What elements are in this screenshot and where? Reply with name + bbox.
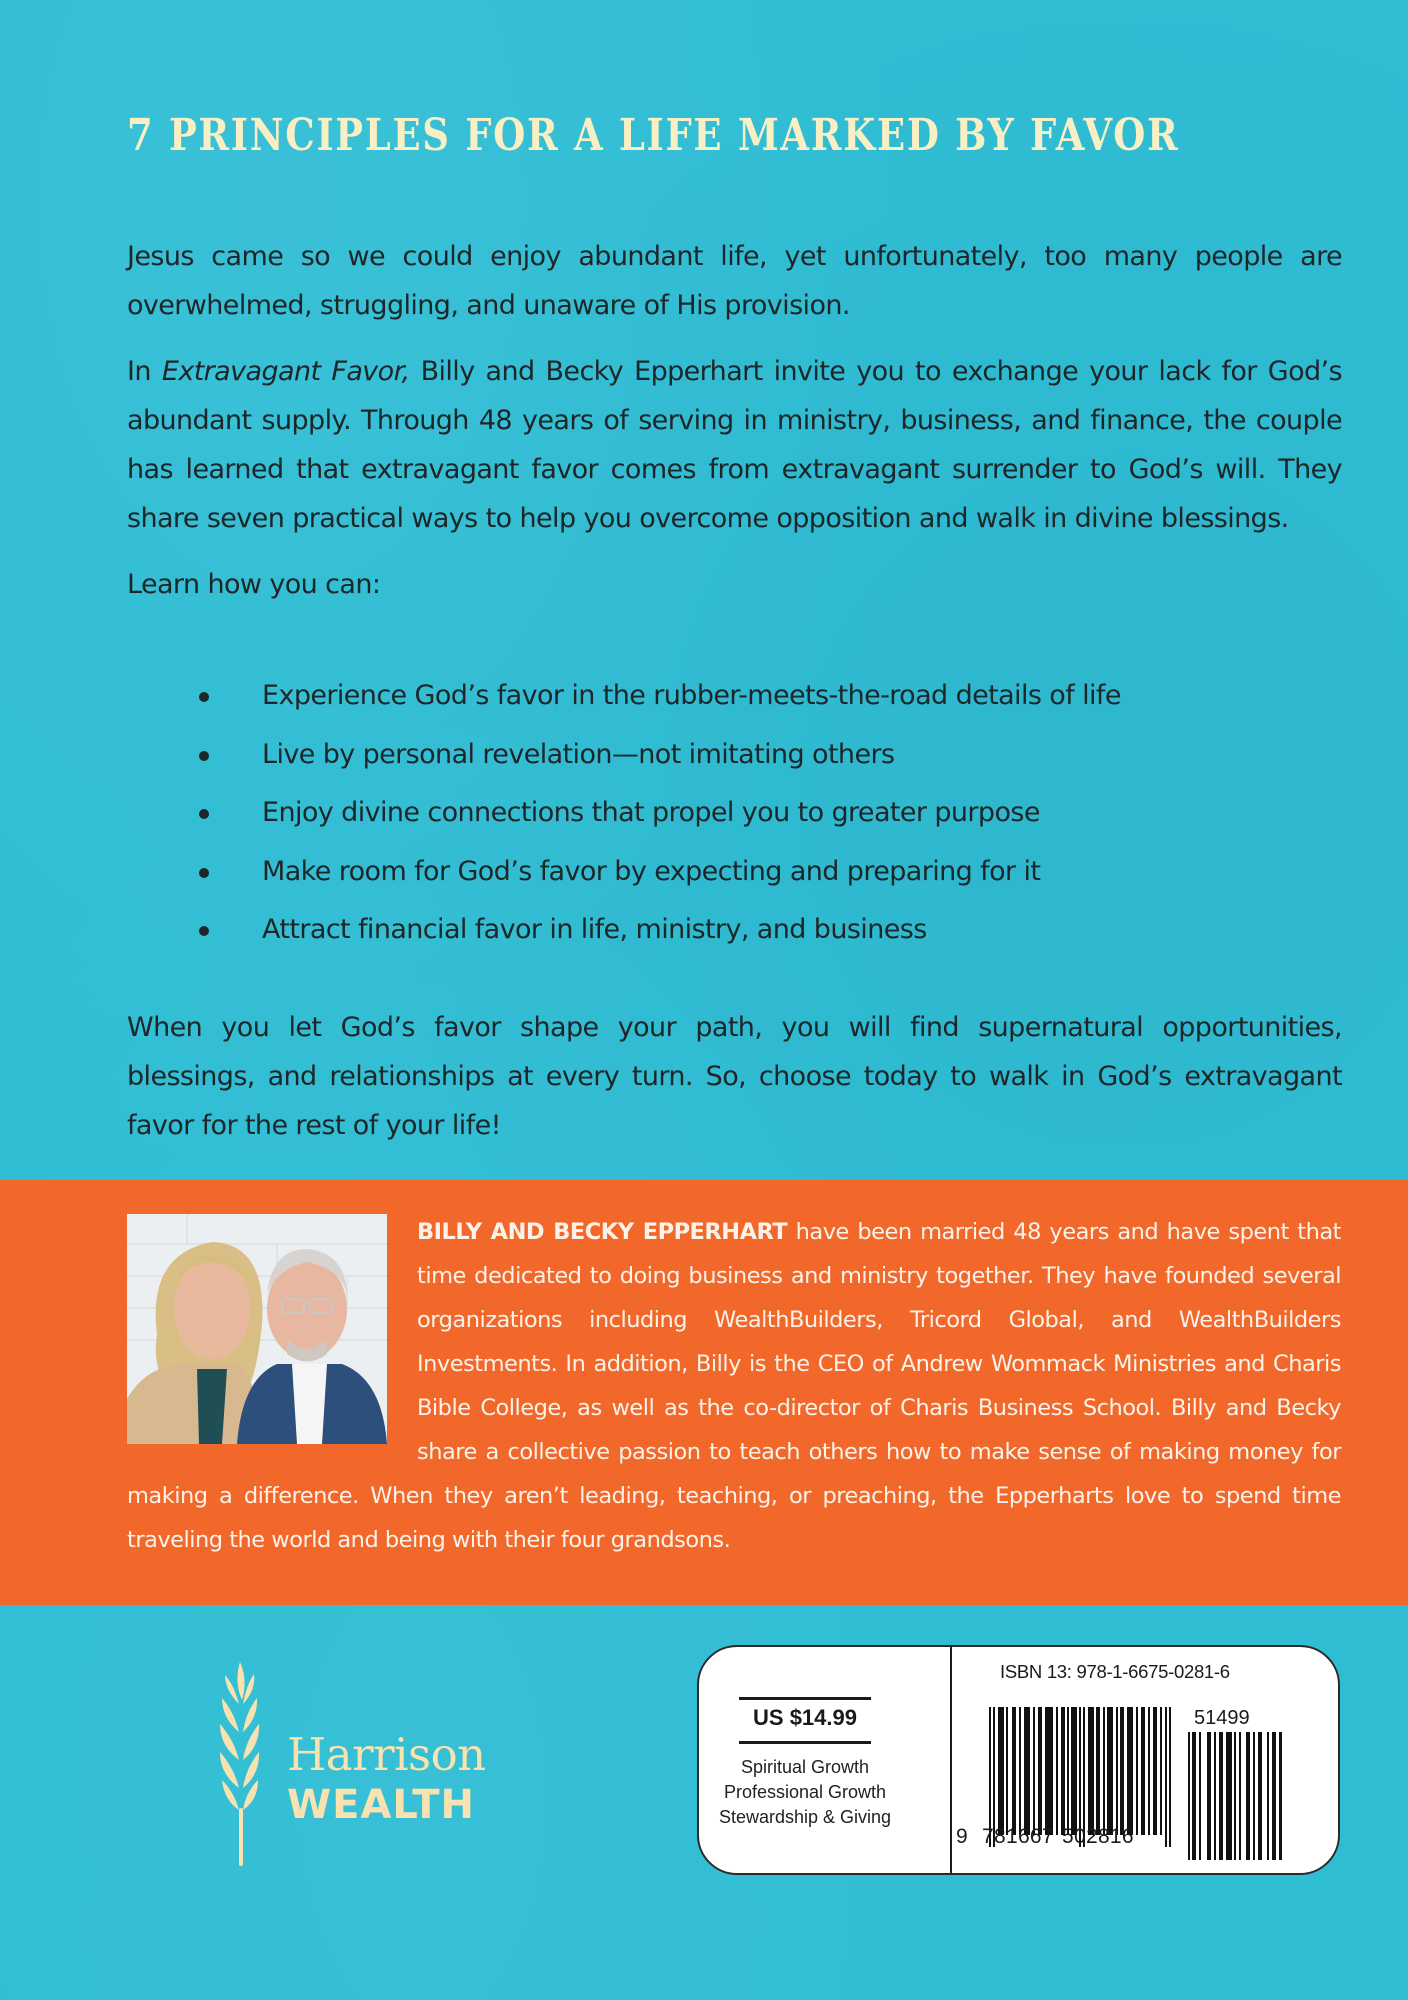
barcode-digits-group1: 781667 <box>982 1825 1054 1848</box>
bullet-icon <box>199 751 209 761</box>
bullet-text: Make room for God’s favor by expecting and preparing for it <box>262 855 1041 887</box>
list-item <box>127 784 1327 843</box>
photo-spacer <box>127 1210 417 1474</box>
list-item <box>127 667 1327 726</box>
price: US $14.99 <box>753 1705 857 1730</box>
bullet-text: Live by personal revelation—not imitating others <box>262 738 895 770</box>
publisher-logo <box>210 1660 510 1870</box>
list-item <box>127 901 1327 960</box>
publisher-name-line1: Harrison <box>287 1728 486 1781</box>
isbn-panel <box>952 1647 1340 1873</box>
publisher-name-line2: WEALTH <box>287 1782 476 1828</box>
barcode-lead-digit: 9 <box>956 1825 968 1848</box>
description-paragraph <box>127 347 1342 543</box>
bullet-text: Experience God’s favor in the rubber-meets-the-road details of life <box>262 680 1121 711</box>
author-bio-text <box>127 1210 1341 1562</box>
list-item <box>127 843 1327 902</box>
description-body: Billy and Becky Epperhart invite you to exchange your lack for God’s abundant supply. Through 48 years of serving in ministry, business, and finance, the couple has learned that extravagant favor comes from extravagant surrender to God’s will. They share seven practical ways to help you overcome opposition and walk in divine blessings. <box>127 356 1342 534</box>
price-panel <box>699 1647 952 1873</box>
benefits-list <box>127 667 1327 960</box>
barcode-addon-code: 51499 <box>1194 1707 1250 1729</box>
headline: 7 PRINCIPLES FOR A LIFE MARKED BY FAVOR <box>127 110 1180 161</box>
category-item: Stewardship & Giving <box>718 1807 892 1827</box>
bullet-icon <box>199 809 209 819</box>
closing-block <box>127 1003 1342 1167</box>
learn-intro: Learn how you can: <box>127 569 381 600</box>
description-prefix: In <box>127 356 162 387</box>
category-list <box>699 1755 911 1830</box>
isbn-label: ISBN 13: 978-1-6675-0281-6 <box>1000 1661 1230 1682</box>
bullet-icon <box>199 868 209 878</box>
list-item <box>127 726 1327 785</box>
category-item: Spiritual Growth <box>740 1757 870 1777</box>
intro-paragraph: Jesus came so we could enjoy abundant life, yet unfortunately, too many people are overwhelmed, struggling, and unaware of His provision. <box>127 241 1342 321</box>
bullet-text: Attract financial favor in life, ministry, and business <box>262 914 927 945</box>
description-block <box>127 232 1342 626</box>
bio-body: have been married 48 years and have spent that time dedicated to doing business and ministry together. They have founded several organizations including WealthBuilders, Tricord Global, and WealthBuilders Investments. In addition, Billy is the CEO of Andrew Wommack Ministries and Charis Bible College, as well as the co-director of Charis Business School. Billy and Becky share a collective passion to teach others how to make sense of making money for making a difference. When they aren’t leading, teaching, or preaching, the Epperharts love to spend time traveling the world and being with their four grandsons. <box>127 1219 1341 1553</box>
bullet-icon <box>199 692 209 702</box>
bullet-icon <box>199 926 209 936</box>
book-title: Extravagant Favor, <box>161 356 410 387</box>
barcode-digits-group2: 502816 <box>1062 1825 1134 1848</box>
closing-paragraph: When you let God’s favor shape your path, you will find supernatural opportunities, blessings, and relationships at every turn. So, choose today to walk in God’s extravagant favor for the rest of your life! <box>127 1012 1342 1141</box>
divider <box>739 1741 871 1744</box>
wheat-icon <box>210 1660 270 1870</box>
author-names: BILLY AND BECKY EPPERHART <box>417 1219 788 1245</box>
price-barcode-box <box>697 1645 1340 1875</box>
category-item: Professional Growth <box>723 1782 887 1802</box>
addon-barcode-icon <box>1188 1732 1283 1860</box>
bullet-text: Enjoy divine connections that propel you to greater purpose <box>262 797 1040 828</box>
author-bio-section <box>0 1180 1408 1605</box>
divider <box>739 1697 871 1700</box>
